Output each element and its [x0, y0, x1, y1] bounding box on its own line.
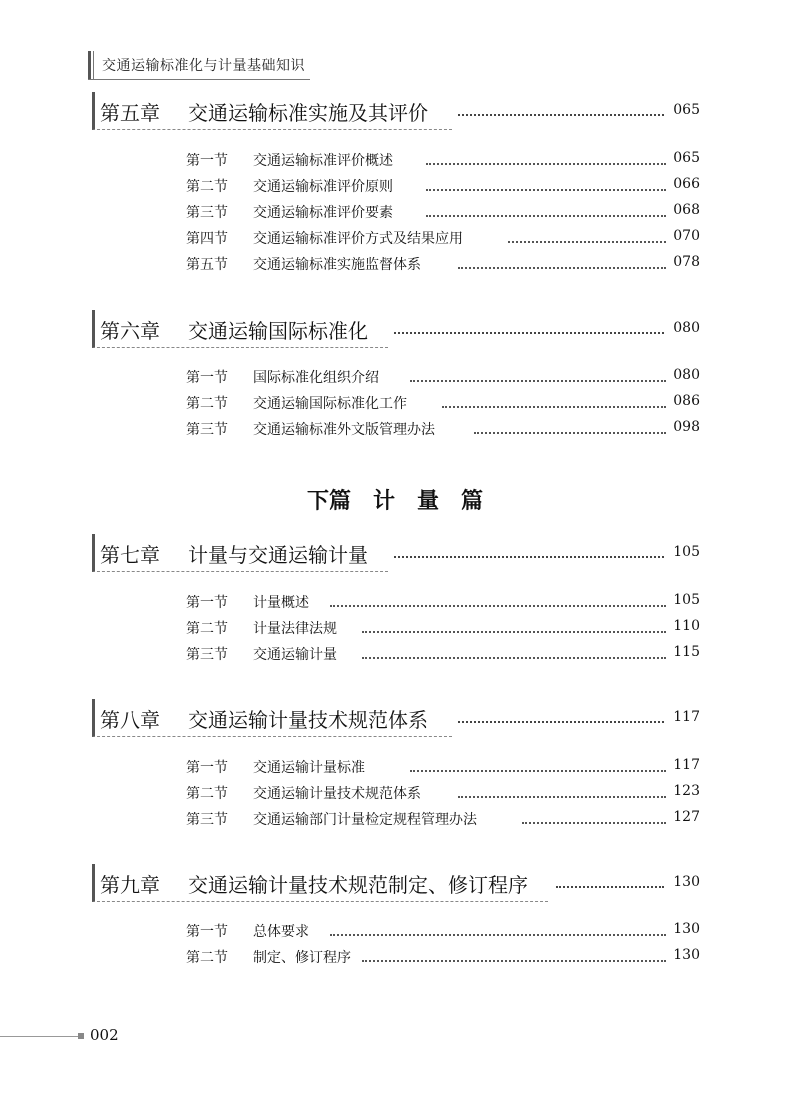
- section-title: 交通运输标准评价方式及结果应用: [253, 231, 463, 247]
- chapter-page: 065: [673, 102, 700, 118]
- section-entry[interactable]: [186, 947, 704, 969]
- chapter-entry-5[interactable]: [92, 92, 704, 132]
- footer-square-mark: [78, 1033, 84, 1039]
- section-number: 第二节: [186, 396, 228, 412]
- chapter-page: 105: [673, 544, 700, 560]
- section-page: 078: [673, 254, 700, 270]
- section-number: 第三节: [186, 812, 228, 828]
- section-number: 第三节: [186, 647, 228, 663]
- leader-dots: [474, 424, 666, 434]
- section-title: 交通运输国际标准化工作: [253, 396, 407, 412]
- section-number: 第三节: [186, 205, 228, 221]
- section-number: 第一节: [186, 595, 228, 611]
- section-title: 制定、修订程序: [253, 950, 351, 966]
- section-page: 080: [673, 367, 700, 383]
- section-number: 第二节: [186, 621, 228, 637]
- footer-rule: [0, 1036, 78, 1037]
- section-page: 098: [673, 419, 700, 435]
- chapter-page: 080: [673, 320, 700, 336]
- section-entry[interactable]: [186, 921, 704, 943]
- leader-dots: [410, 372, 666, 382]
- section-number: 第一节: [186, 153, 228, 169]
- chapter-page: 130: [673, 874, 700, 890]
- leader-dots: [362, 649, 666, 659]
- section-page: 127: [673, 809, 700, 825]
- leader-dots: [556, 876, 664, 888]
- header-rule: [88, 79, 310, 80]
- section-title: 交通运输标准评价概述: [253, 153, 393, 169]
- section-page: 070: [673, 228, 700, 244]
- section-number: 第一节: [186, 370, 228, 386]
- section-entry[interactable]: [186, 393, 704, 415]
- chapter-title: 交通运输计量技术规范体系: [188, 708, 428, 732]
- section-title: 交通运输部门计量检定规程管理办法: [253, 812, 477, 828]
- section-entry[interactable]: [186, 176, 704, 198]
- section-number: 第一节: [186, 760, 228, 776]
- section-page: 130: [673, 921, 700, 937]
- section-title: 交通运输标准实施监督体系: [253, 257, 421, 273]
- chapter-number: 第六章: [100, 319, 160, 343]
- section-title: 交通运输计量标准: [253, 760, 365, 776]
- leader-dots: [426, 207, 666, 217]
- section-title: 计量概述: [253, 595, 309, 611]
- section-number: 第五节: [186, 257, 228, 273]
- part-title: 下篇 计 量 篇: [306, 488, 483, 514]
- section-entry[interactable]: [186, 809, 704, 831]
- section-entry[interactable]: [186, 202, 704, 224]
- section-title: 交通运输标准外文版管理办法: [253, 422, 435, 438]
- chapter-number: 第八章: [100, 708, 160, 732]
- leader-dots: [426, 155, 666, 165]
- chapter-title: 计量与交通运输计量: [188, 543, 368, 567]
- chapter-entry-6[interactable]: [92, 310, 704, 350]
- leader-dots: [458, 711, 664, 723]
- section-page: 110: [673, 618, 700, 634]
- section-number: 第三节: [186, 422, 228, 438]
- section-page: 086: [673, 393, 700, 409]
- chapter-entry-8[interactable]: [92, 699, 704, 739]
- section-entry[interactable]: [186, 419, 704, 441]
- leader-dots: [394, 546, 664, 558]
- leader-dots: [508, 233, 666, 243]
- leader-dots: [426, 181, 666, 191]
- leader-dots: [330, 597, 666, 607]
- section-number: 第四节: [186, 231, 228, 247]
- section-page: 123: [673, 783, 700, 799]
- leader-dots: [458, 259, 666, 269]
- section-title: 国际标准化组织介绍: [253, 370, 379, 386]
- section-page: 117: [673, 757, 700, 773]
- section-page: 066: [673, 176, 700, 192]
- section-title: 交通运输计量: [253, 647, 337, 663]
- section-entry[interactable]: [186, 228, 704, 250]
- leader-dots: [362, 623, 666, 633]
- chapter-page: 117: [673, 709, 700, 725]
- chapter-title: 交通运输标准实施及其评价: [188, 101, 428, 125]
- section-page: 068: [673, 202, 700, 218]
- section-entry[interactable]: [186, 783, 704, 805]
- section-entry[interactable]: [186, 254, 704, 276]
- chapter-number: 第七章: [100, 543, 160, 567]
- header-bar-mark: [88, 51, 91, 79]
- chapter-number: 第九章: [100, 873, 160, 897]
- section-entry[interactable]: [186, 618, 704, 640]
- section-page: 130: [673, 947, 700, 963]
- leader-dots: [394, 322, 664, 334]
- section-number: 第二节: [186, 950, 228, 966]
- section-title: 交通运输计量技术规范体系: [253, 786, 421, 802]
- section-page: 115: [673, 644, 700, 660]
- section-entry[interactable]: [186, 367, 704, 389]
- leader-dots: [410, 762, 666, 772]
- chapter-number: 第五章: [100, 101, 160, 125]
- section-title: 交通运输标准评价要素: [253, 205, 393, 221]
- leader-dots: [362, 952, 666, 962]
- header-bar-mark-thin: [93, 51, 94, 79]
- chapter-entry-9[interactable]: [92, 864, 704, 904]
- leader-dots: [458, 104, 664, 116]
- chapter-entry-7[interactable]: [92, 534, 704, 574]
- leader-dots: [330, 926, 666, 936]
- page-number: 002: [90, 1026, 119, 1044]
- chapter-title: 交通运输国际标准化: [188, 319, 368, 343]
- leader-dots: [522, 814, 666, 824]
- section-number: 第二节: [186, 786, 228, 802]
- section-title: 交通运输标准评价原则: [253, 179, 393, 195]
- section-number: 第一节: [186, 924, 228, 940]
- section-number: 第二节: [186, 179, 228, 195]
- chapter-title: 交通运输计量技术规范制定、修订程序: [188, 873, 528, 897]
- header-title: 交通运输标准化与计量基础知识: [102, 58, 305, 74]
- leader-dots: [458, 788, 666, 798]
- section-title: 总体要求: [253, 924, 309, 940]
- section-page: 065: [673, 150, 700, 166]
- section-entry[interactable]: [186, 592, 704, 614]
- section-title: 计量法律法规: [253, 621, 337, 637]
- leader-dots: [442, 398, 666, 408]
- section-entry[interactable]: [186, 644, 704, 666]
- section-page: 105: [673, 592, 700, 608]
- section-entry[interactable]: [186, 757, 704, 779]
- section-entry[interactable]: [186, 150, 704, 172]
